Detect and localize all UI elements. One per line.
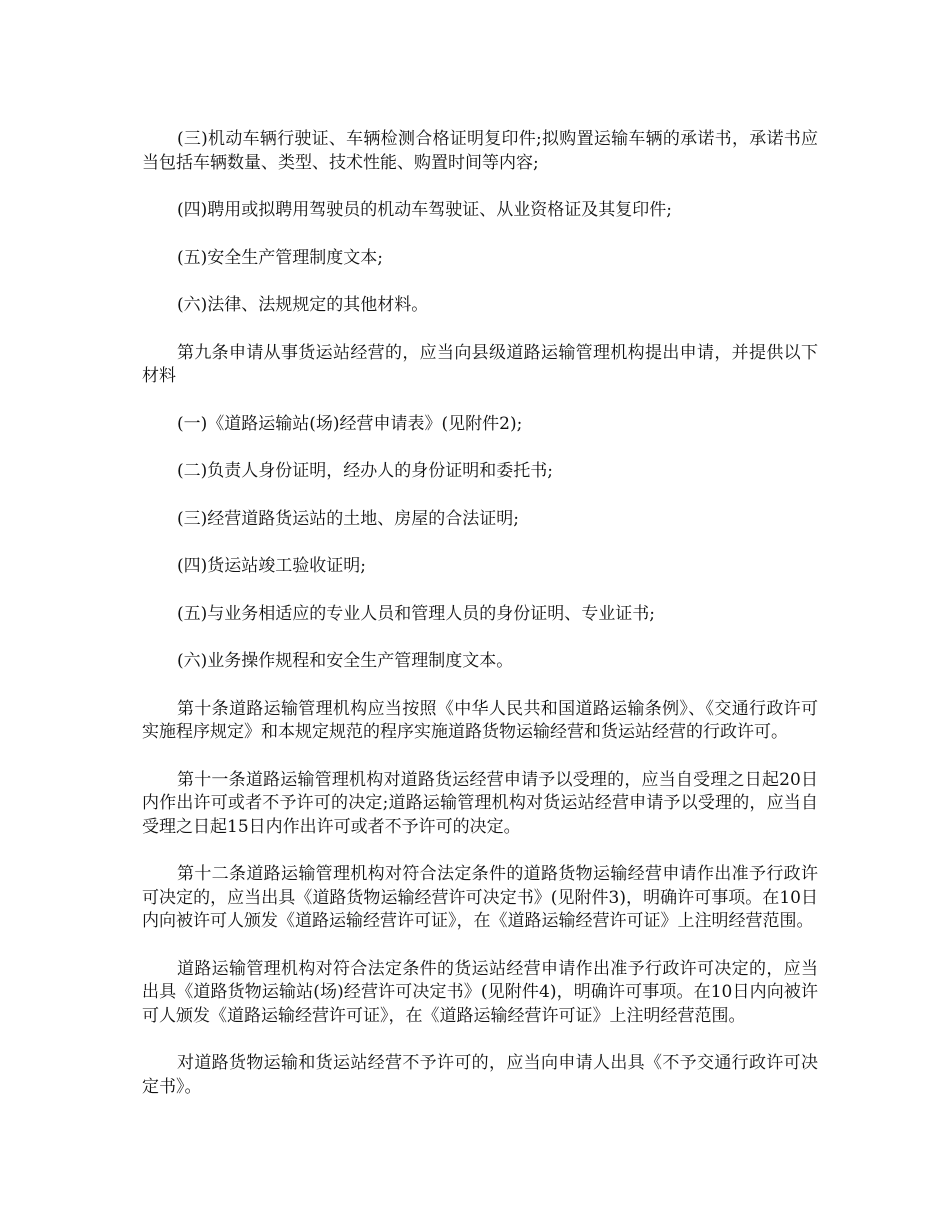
paragraph-9: (四)货运站竣工验收证明; (177, 556, 366, 576)
paragraph-14: 第十二条道路运输管理机构对符合法定条件的道路货物运输经营申请作出准予行政许可决定的，应当出具《道路货物运输经营许可决定书》(见附件3)，明确许可事项。在10日内向被许可人颁发《道路运输经营许可证》，在《道路运输经营许可证》上注明经营范围。 (142, 864, 818, 931)
paragraph-8: (三)经营道路货运站的土地、房屋的合法证明; (177, 508, 519, 529)
paragraph-5: 第九条申请从事货运站经营的，应当向县级道路运输管理机构提出申请，并提供以下材料 (142, 342, 818, 386)
paragraph-11: (六)业务操作规程和安全生产管理制度文本。 (177, 651, 514, 671)
paragraph-3: (五)安全生产管理制度文本; (177, 247, 383, 268)
paragraph-12: 第十条道路运输管理机构应当按照《中华人民共和国道路运输条例》、《交通行政许可实施程序规定》和本规定规范的程序实施道路货物运输经营和货运站经营的行政许可。 (142, 698, 818, 742)
paragraph-1: (三)机动车辆行驶证、车辆检测合格证明复印件;拟购置运输车辆的承诺书，承诺书应当包括车辆数量、类型、技术性能、购置时间等内容; (142, 129, 818, 173)
paragraph-10: (五)与业务相适应的专业人员和管理人员的身份证明、专业证书; (177, 603, 655, 624)
paragraph-16: 对道路货物运输和货运站经营不予许可的，应当向申请人出具《不予交通行政许可决定书》。 (142, 1053, 818, 1097)
paragraph-15: 道路运输管理机构对符合法定条件的货运站经营申请作出准予行政许可决定的，应当出具《道路货物运输站(场)经营许可决定书》(见附件4)，明确许可事项。在10日内向被许可人颁发《道路运输经营许可证》，在《道路运输经营许可证》上注明经营范围。 (142, 958, 818, 1026)
document-body (142, 128, 818, 1123)
paragraph-2: (四)聘用或拟聘用驾驶员的机动车驾驶证、从业资格证及其复印件; (177, 200, 672, 220)
paragraph-7: (二)负责人身份证明，经办人的身份证明和委托书; (177, 461, 553, 481)
paragraph-13: 第十一条道路运输管理机构对道路货运经营申请予以受理的，应当自受理之日起20日内作出许可或者不予许可的决定;道路运输管理机构对货运站经营申请予以受理的，应当自受理之日起15日内作出许可或者不予许可的决定。 (142, 769, 818, 837)
paragraph-4: (六)法律、法规规定的其他材料。 (177, 295, 429, 315)
paragraph-6: (一)《道路运输站(场)经营申请表》(见附件2); (177, 413, 523, 434)
